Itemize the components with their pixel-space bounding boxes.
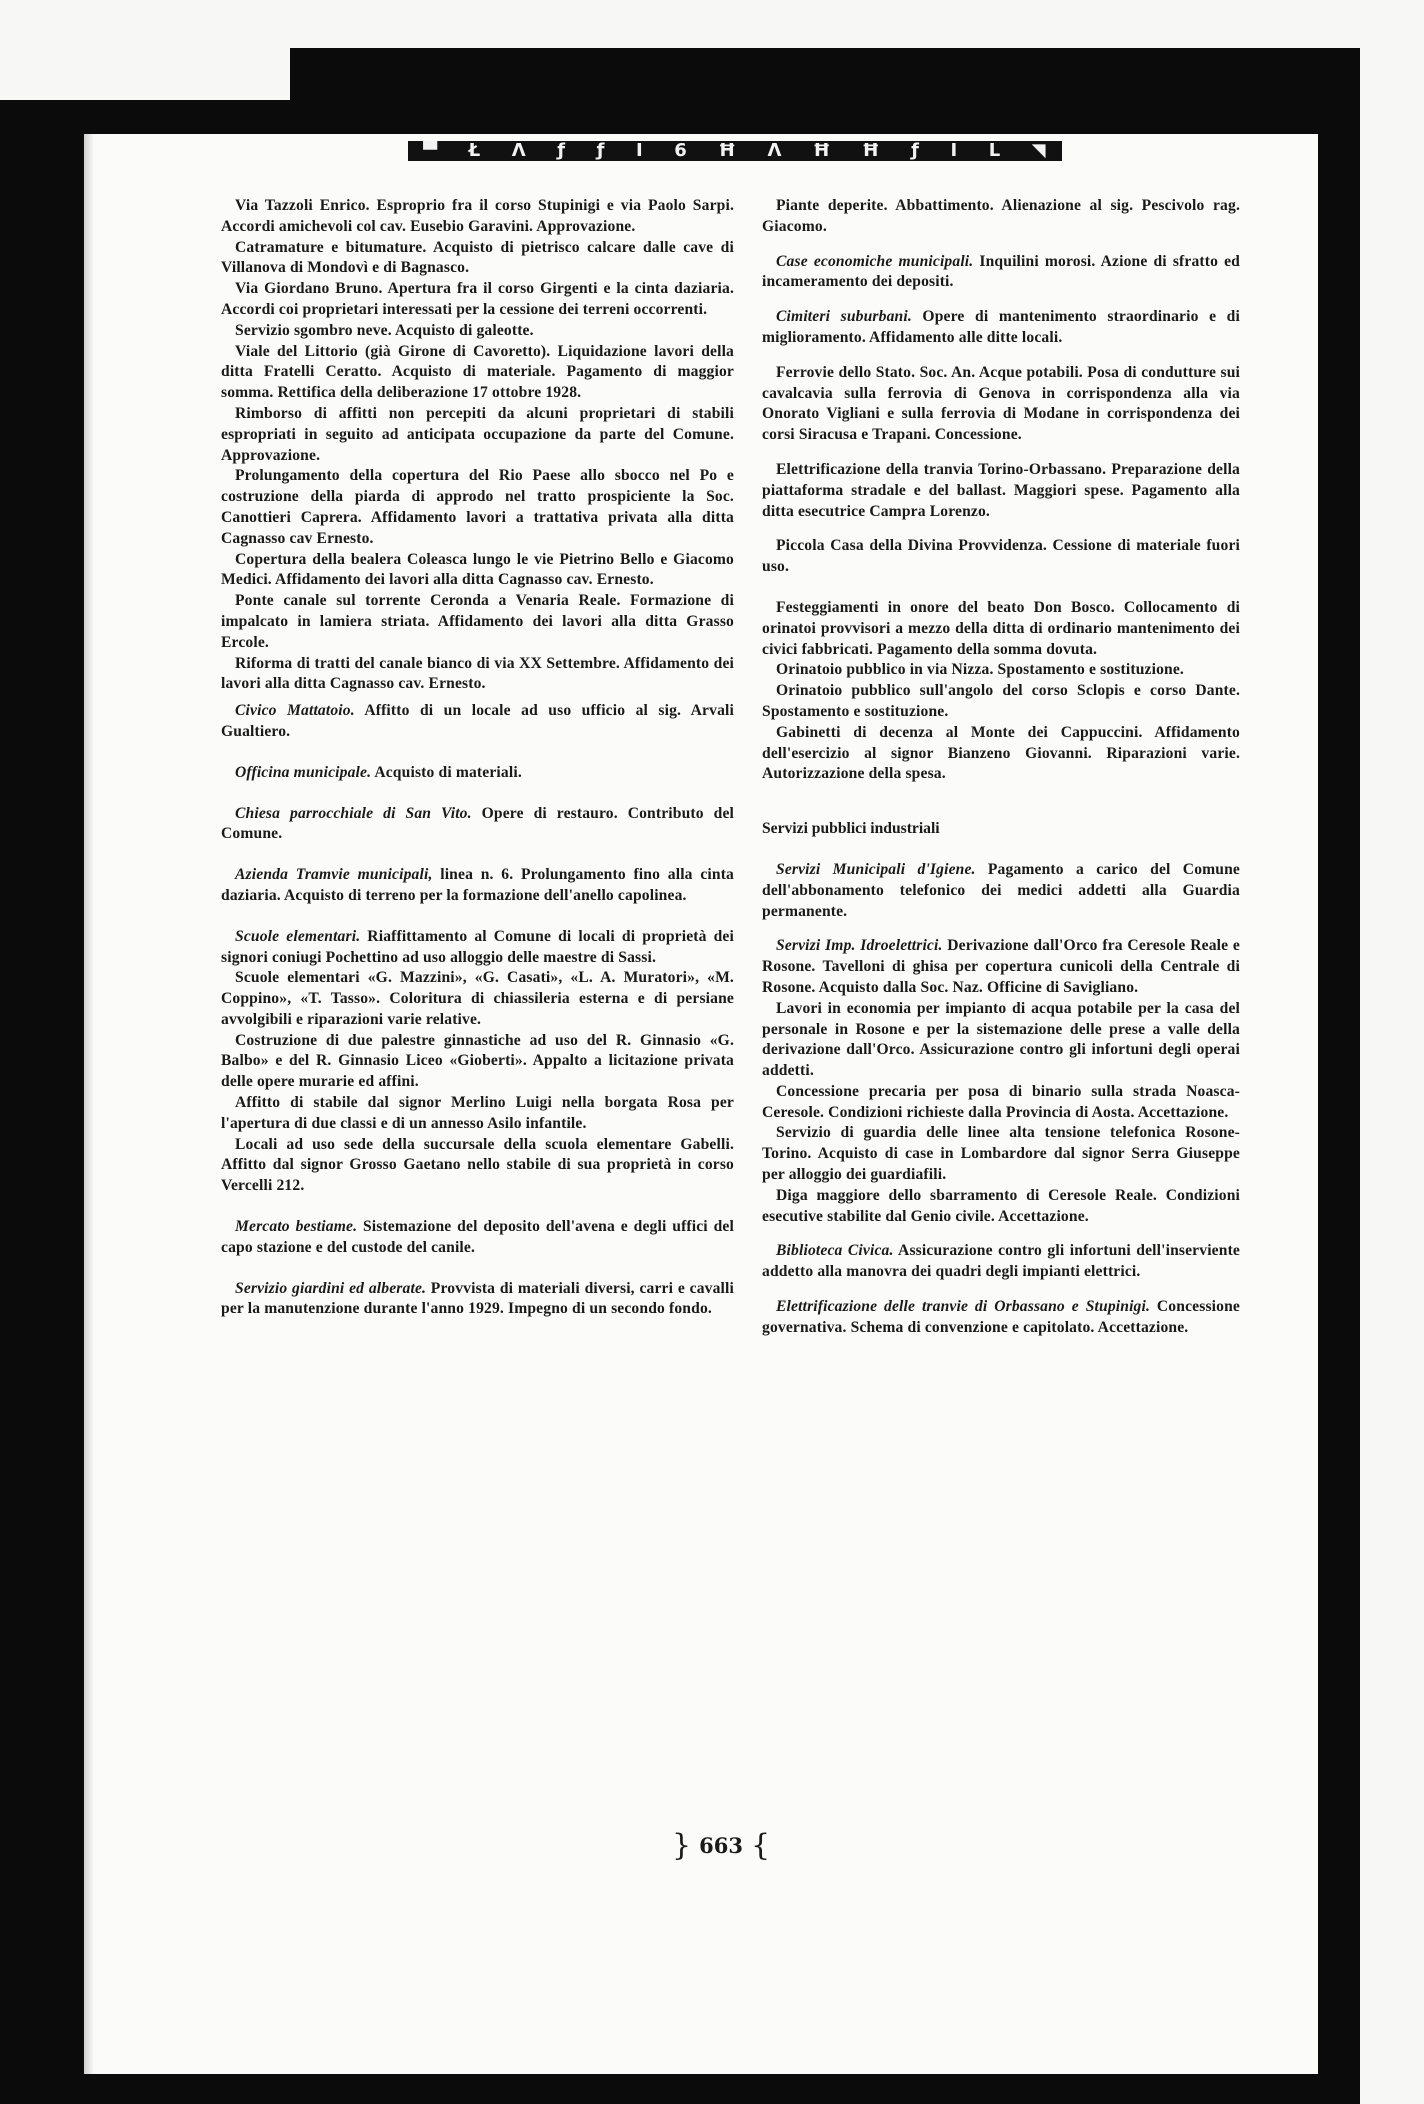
entry-text: Derivazione dall'Orco fra Ceresole Reale e Rosone. Tavelloni di ghisa per copertura cunicoli della Centrale di Rosone. Acquisto dalla Soc. Naz. Officine di Savigliano. bbox=[762, 937, 1240, 996]
header-glyph: Ħ bbox=[862, 141, 881, 161]
entry-piante bbox=[762, 196, 1240, 238]
entry-tranvie-orbassano bbox=[762, 1297, 1240, 1339]
entry-idroelettrici bbox=[762, 936, 1240, 998]
header-glyph: ▀ bbox=[423, 141, 439, 161]
scan-border-left bbox=[0, 118, 84, 2104]
entry-mattatoio bbox=[221, 701, 734, 743]
entry-lead: Biblioteca Civica. bbox=[776, 1242, 894, 1260]
entry-paragraph: Rimborso di affitti non percepiti da alcuni proprietari di stabili espropriati in seguito ad anticipata occupazione da parte del Comune. Approvazione. bbox=[221, 404, 734, 464]
folio-left-brace: } bbox=[672, 1828, 692, 1863]
entry-giardini bbox=[221, 1279, 734, 1321]
entry-lead: Scuole elementari. bbox=[235, 927, 361, 945]
entry-text: Inquilini morosi. Azione di sfratto ed incameramento dei depositi. bbox=[762, 252, 1240, 291]
entry-paragraph: Gabinetti di decenza al Monte dei Cappuccini. Affidamento dell'esercizio al signor Bianzeno Giovanni. Riparazioni varie. Autorizzazione della spesa. bbox=[762, 723, 1240, 783]
entry-text: Provvista di materiali diversi, carri e cavalli per la manutenzione durante l'anno 1929. Impegno di un secondo fondo. bbox=[221, 1279, 734, 1318]
entry-paragraph: Affitto di stabile dal signor Merlino Luigi nella borgata Rosa per l'apertura di due classi e di un annesso Asilo infantile. bbox=[221, 1094, 734, 1132]
page-edge-shadow bbox=[84, 134, 94, 2074]
entry-paragraph: Costruzione di due palestre ginnastiche ad uso del R. Ginnasio «G. Balbo» e del R. Ginnasio Liceo «Gioberti». Appalto a licitazione privata delle opere murarie ed affini. bbox=[221, 1031, 734, 1091]
entry-lead: Servizio giardini ed alberate. bbox=[235, 1279, 427, 1297]
entry-text: linea n. 6. Prolungamento fino alla cinta daziaria. Acquisto di terreno per la formazione dell'anello capolinea. bbox=[221, 866, 735, 904]
entry-text: Concessione governativa. Schema di convenzione e capitolato. Accettazione. bbox=[762, 1298, 1240, 1336]
section-title: Servizi pubblici industriali bbox=[762, 820, 940, 838]
header-glyph: ƒ bbox=[557, 141, 567, 161]
entry-scuole bbox=[221, 927, 734, 969]
header-glyph: Ħ bbox=[812, 141, 832, 161]
entry-ferrovie bbox=[762, 363, 1240, 446]
entry-text: Opere di mantenimento straordinario e di miglioramento. Affidamento alle ditte locali. bbox=[762, 308, 1240, 346]
entry-paragraph: Ponte canale sul torrente Ceronda a Venaria Reale. Formazione di impalcato in lamiera striata. Affidamento dei lavori alla ditta Grasso Ercole. bbox=[221, 592, 734, 651]
entry-lead: Officina municipale. bbox=[235, 763, 372, 781]
scan-border-bottom bbox=[84, 2074, 1318, 2104]
right-column bbox=[762, 196, 1240, 1339]
entry-text: Sistemazione del deposito dell'avena e degli uffici del capo stazione e del custode del canile. bbox=[221, 1218, 734, 1256]
entry-biblioteca bbox=[762, 1241, 1240, 1283]
entry-igiene bbox=[762, 860, 1240, 922]
entry-lead: Civico Mattatoio. bbox=[235, 702, 355, 720]
entry-chiesa bbox=[221, 804, 734, 846]
entry-paragraph: Scuole elementari «G. Mazzini», «G. Casati», «L. A. Muratori», «M. Coppino», «T. Tasso». Coloritura di chiassileria esterna e di persiane avvolgibili e riparazioni varie relative. bbox=[221, 969, 734, 1028]
header-glyph: ƒ bbox=[911, 141, 920, 161]
header-glyph: I bbox=[636, 141, 644, 161]
entry-paragraph: Via Tazzoli Enrico. Esproprio fra il corso Stupinigi e via Paolo Sarpi. Accordi amichevoli col cav. Eusebio Garavini. Approvazione. bbox=[221, 197, 734, 235]
header-glyph: Λ bbox=[767, 141, 783, 161]
entry-elettrificazione bbox=[762, 460, 1240, 522]
entry-paragraph: Servizio di guardia delle linee alta tensione telefonica Rosone-Torino. Acquisto di case in Lombardore dal signor Serra Giuseppe per alloggio dei guardiafili. bbox=[762, 1124, 1240, 1184]
entry-paragraph: Servizio sgombro neve. Acquisto di galeotte. bbox=[235, 321, 534, 339]
scan-border-top bbox=[290, 48, 1360, 134]
header-glyph: Ł bbox=[468, 141, 482, 161]
entry-paragraph: Catramature e bitumature. Acquisto di pietrisco calcare dalle cave di Villanova di Mondovì e di Bagnasco. bbox=[221, 238, 734, 277]
entry-paragraph: Riforma di tratti del canale bianco di via XX Settembre. Affidamento dei lavori alla ditta Cagnasso cav. Ernesto. bbox=[221, 654, 734, 693]
entry-lead: Elettrificazione delle tranvie di Orbassano e Stupinigi. bbox=[776, 1298, 1151, 1316]
entry-paragraph: Via Giordano Bruno. Apertura fra il corso Girgenti e la cinta daziaria. Accordi coi proprietari interessati per la cessione dei terreni occorrenti. bbox=[221, 280, 734, 318]
entry-lead: Chiesa parrocchiale di San Vito. bbox=[235, 804, 472, 822]
scan-border-right bbox=[1318, 48, 1360, 2104]
entry-cimiteri bbox=[762, 307, 1240, 349]
header-glyph: ◥ bbox=[1031, 141, 1047, 161]
entry-paragraph: Prolungamento della copertura del Rio Paese allo sbocco nel Po e costruzione della piarda di approdo nel tratto prospiciente la Soc. Canottieri Caprera. Affidamento lavori a trattativa privata alla ditta Cagnasso cav Ernesto. bbox=[221, 467, 734, 547]
entry-text: Piccola Casa della Divina Provvidenza. Cessione di materiale fuori uso. bbox=[762, 537, 1240, 576]
header-glyph: Ħ bbox=[718, 141, 737, 161]
folio-number: 663 bbox=[699, 1833, 743, 1858]
entry-text: Pagamento a carico del Comune dell'abbonamento telefonico dei medici addetti alla Guardia permanente. bbox=[762, 860, 1240, 920]
entry-lead: Servizi Municipali d'Igiene. bbox=[776, 860, 976, 878]
entry-text: Piante deperite. Abbattimento. Alienazione al sig. Pescivolo rag. Giacomo. bbox=[762, 197, 1240, 235]
entry-paragraph: Diga maggiore dello sbarramento di Ceresole Reale. Condizioni esecutive stabilite dal Genio civile. Accettazione. bbox=[762, 1186, 1240, 1225]
entry-officina bbox=[221, 763, 734, 784]
entry-lead: Cimiteri suburbani. bbox=[776, 308, 912, 326]
entry-text: Assicurazione contro gli infortuni dell'inserviente addetto alla manovra dei quadri degli impianti elettrici. bbox=[762, 1242, 1240, 1281]
header-glyph: Λ bbox=[511, 141, 527, 161]
entry-paragraph: Locali ad uso sede della succursale della scuola elementare Gabelli. Affitto dal signor Grosso Gaetano nello stabile di sua proprietà in corso Vercelli 212. bbox=[221, 1135, 734, 1195]
header-glyph: 6 bbox=[674, 141, 688, 161]
running-header bbox=[408, 141, 1062, 161]
entry-paragraph: Copertura della bealera Coleasca lungo le vie Pietrino Bello e Giacomo Medici. Affidamento dei lavori alla ditta Cagnasso cav. Ernesto. bbox=[221, 550, 734, 589]
entry-lead: Mercato bestiame. bbox=[235, 1218, 358, 1236]
entry-paragraph: Orinatoio pubblico in via Nizza. Spostamento e sostituzione. bbox=[776, 661, 1184, 679]
entry-paragraph: Lavori in economia per impianto di acqua potabile per la casa del personale in Rosone e per la sistemazione delle prese a valle della derivazione dall'Orco. Assicurazione contro gli infortuni degli operai addetti. bbox=[762, 999, 1240, 1080]
entry-text: Affitto di un locale ad uso ufficio al sig. Arvali Gualtiero. bbox=[221, 702, 734, 740]
header-glyph: ƒ bbox=[596, 141, 606, 161]
entry-text: Ferrovie dello Stato. Soc. An. Acque potabili. Posa di condutture sui cavalcavia sulla ferrovia di Genova in corrispondenza alla via Onorato Vigliani e sulla ferrovia di Modane in corrispondenza dei corsi Siracusa e Trapani. Concessione. bbox=[762, 363, 1240, 444]
header-glyph: I bbox=[950, 141, 959, 161]
entry-paragraph: Viale del Littorio (già Girone di Cavoretto). Liquidazione lavori della ditta Fratelli Ceratto. Acquisto di materiale. Pagamento di maggior somma. Rettifica della deliberazione 17 ottobre 1928. bbox=[221, 342, 734, 402]
entry-text: Riaffittamento al Comune di locali di proprietà dei signori coniugi Pochettino ad uso alloggio delle maestre di Sassi. bbox=[221, 927, 734, 966]
entry-azienda-tramvie bbox=[221, 865, 734, 907]
page-number bbox=[672, 1828, 771, 1863]
entry-text: Opere di restauro. Contributo del Comune. bbox=[221, 804, 734, 843]
entry-paragraph: Concessione precaria per posa di binario sulla strada Noasca-Ceresole. Condizioni richieste dalla Provincia di Aosta. Accettazione. bbox=[762, 1082, 1240, 1121]
entry-text: Elettrificazione della tranvia Torino-Orbassano. Preparazione della piattaforma stradale e del ballast. Maggiori spese. Pagamento alla ditta esecutrice Campra Lorenzo. bbox=[762, 460, 1240, 520]
entry-piccola-casa bbox=[762, 536, 1240, 578]
left-column bbox=[221, 196, 734, 1320]
header-glyph: L bbox=[988, 141, 1002, 161]
entry-mercato bbox=[221, 1217, 734, 1259]
folio-right-brace: { bbox=[750, 1828, 771, 1863]
entry-paragraph: Orinatoio pubblico sull'angolo del corso Sclopis e corso Dante. Spostamento e sostituzione. bbox=[762, 682, 1240, 720]
entry-lead: Servizi Imp. Idroelettrici. bbox=[776, 937, 943, 955]
entry-lead: Azienda Tramvie municipali, bbox=[235, 866, 433, 884]
entry-paragraph: Festeggiamenti in onore del beato Don Bosco. Collocamento di orinatoi provvisori a mezzo della ditta di ordinario mantenimento dei civici fabbricati. Pagamento della somma dovuta. bbox=[762, 598, 1240, 658]
entry-case-economiche bbox=[762, 252, 1240, 294]
entry-text: Acquisto di materiali. bbox=[371, 763, 522, 781]
entry-lead: Case economiche municipali. bbox=[776, 252, 974, 270]
